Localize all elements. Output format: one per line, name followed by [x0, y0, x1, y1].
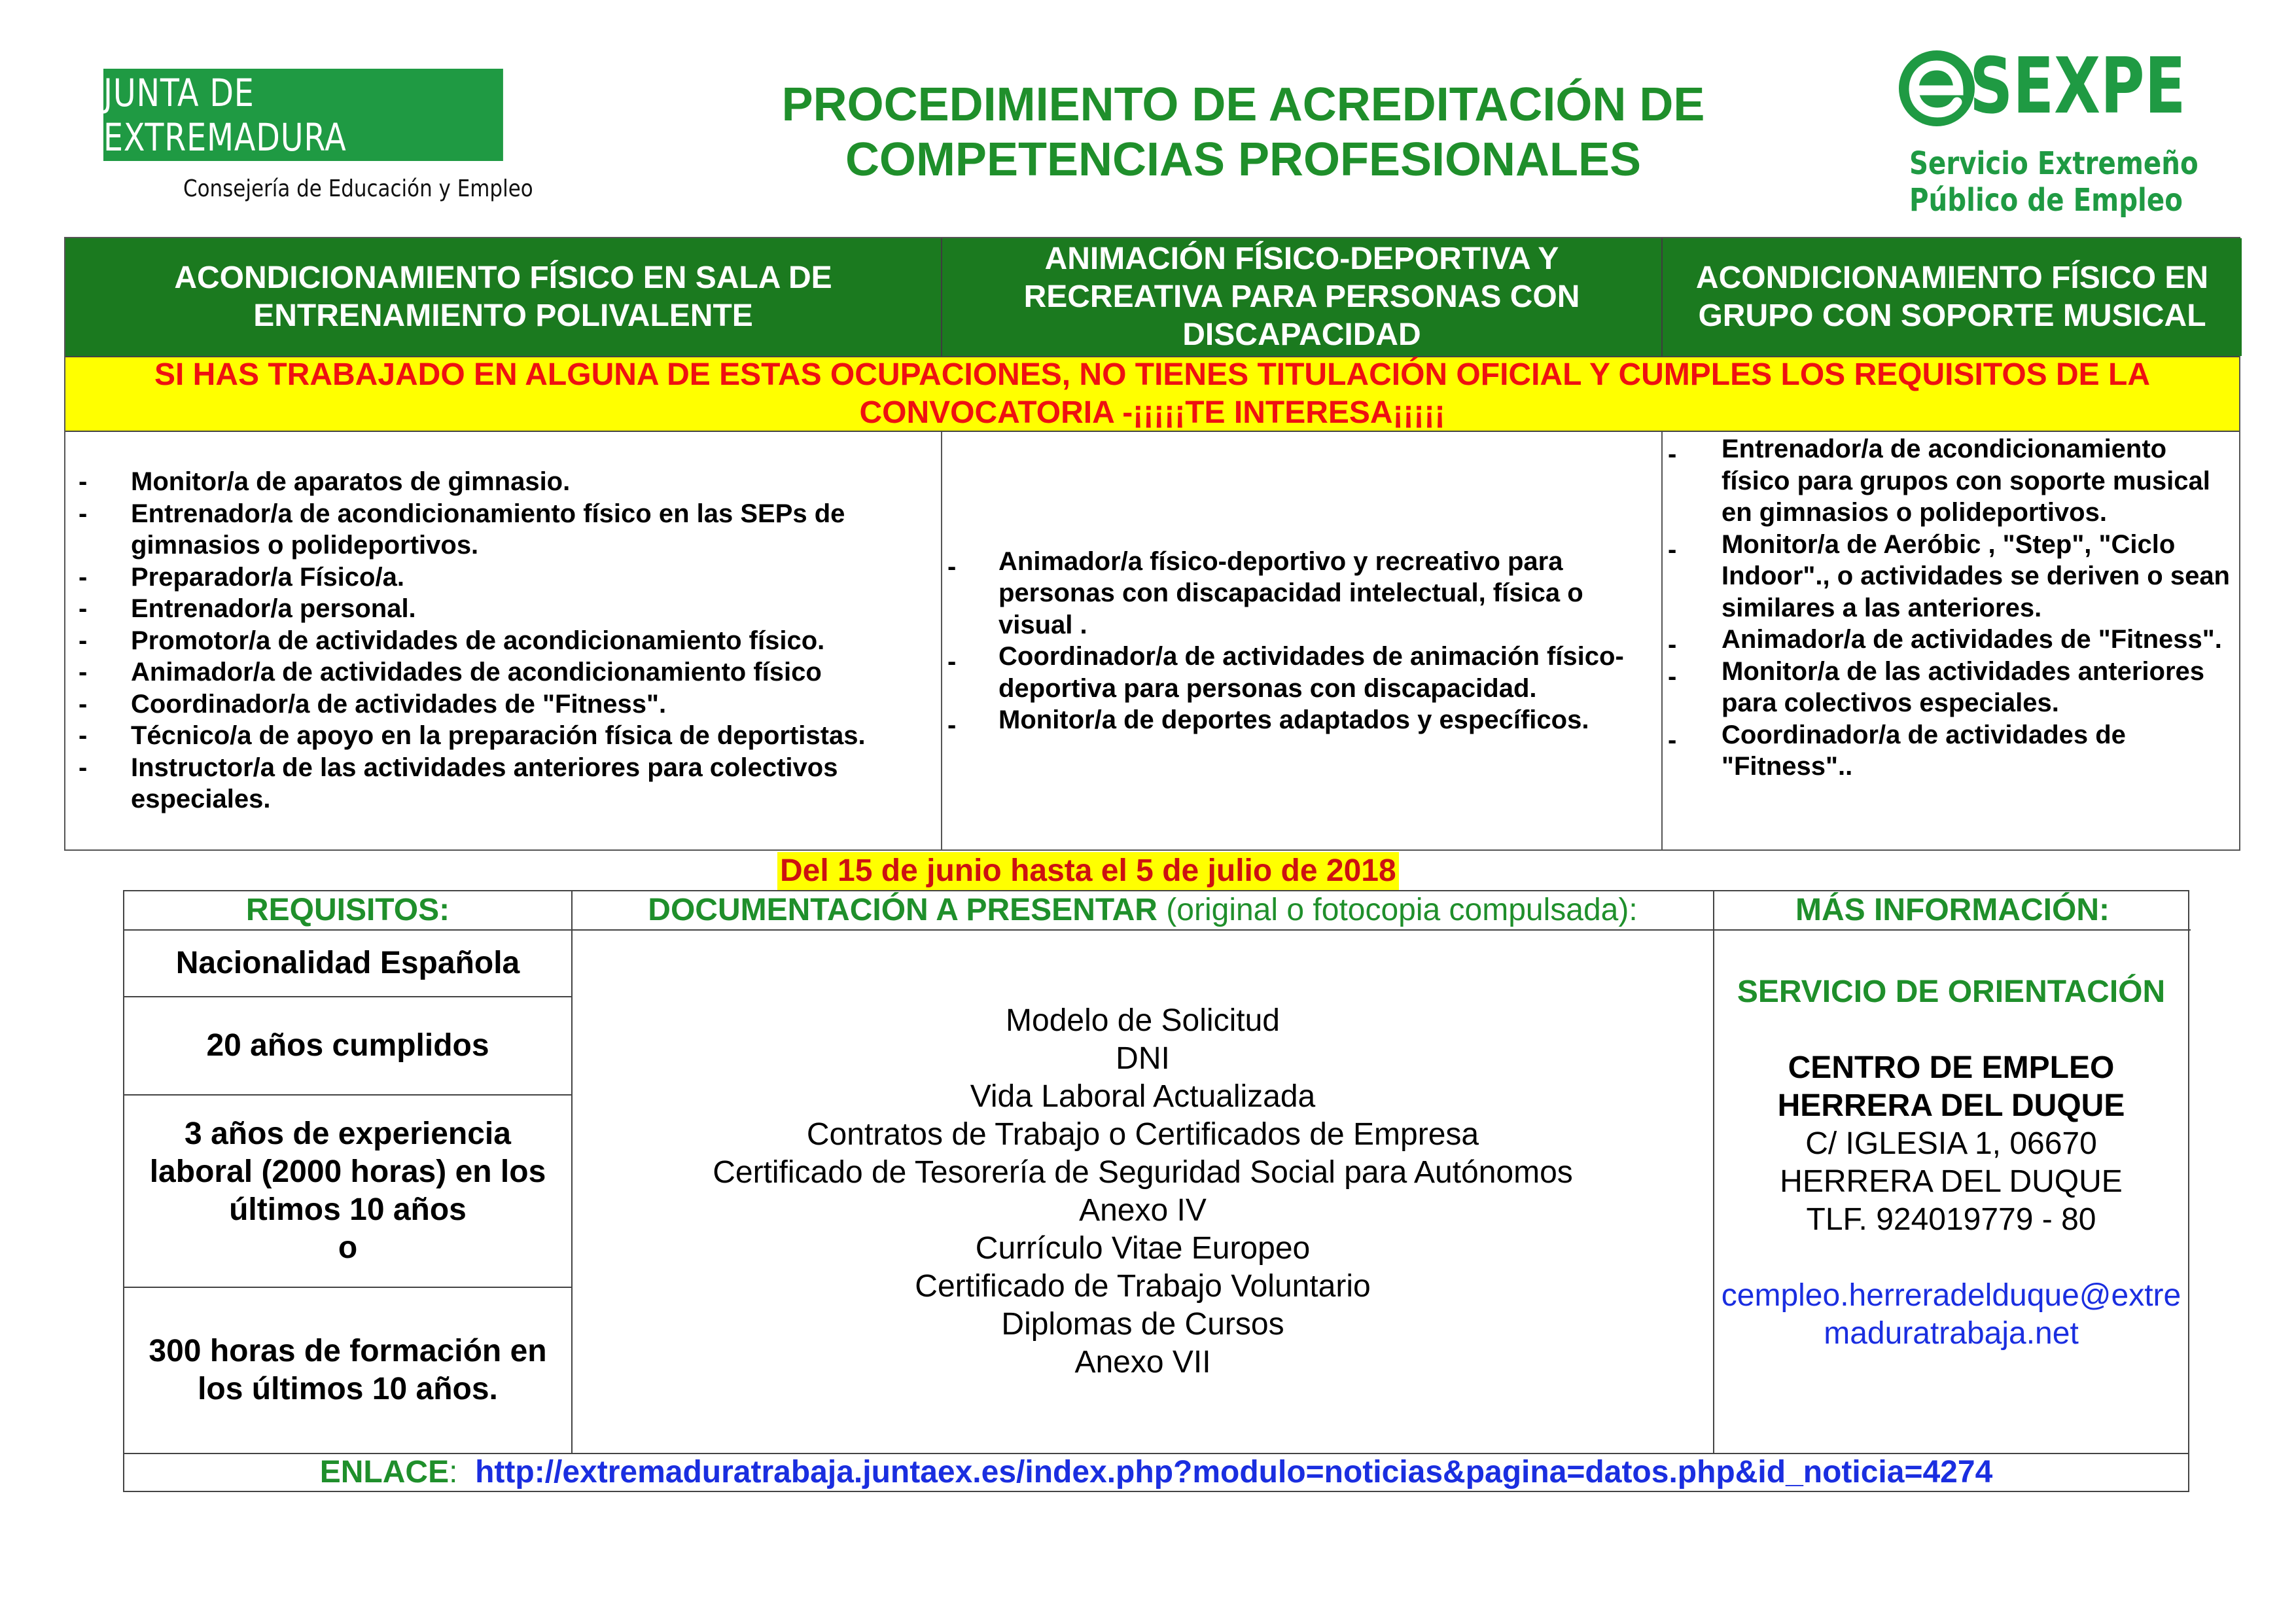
document-item: Contratos de Trabajo o Certificados de Empresa	[806, 1117, 1479, 1152]
employment-center-phone: TLF. 924019779 - 80	[1806, 1202, 2096, 1237]
qualification-heading-3: ACONDICIONAMIENTO FÍSICO EN GRUPO CON SOPORTE MUSICAL	[1663, 238, 2242, 356]
occupations-list-3	[1672, 433, 2233, 783]
document-item: Currículo Vitae Europeo	[975, 1231, 1311, 1266]
qualification-heading-2: ANIMACIÓN FÍSICO-DEPORTIVA Y RECREATIVA PARA PERSONAS CON DISCAPACIDAD	[942, 238, 1663, 356]
employment-center-address: C/ IGLESIA 1, 06670	[1805, 1126, 2097, 1161]
orientation-service: SERVICIO DE ORIENTACIÓN	[1737, 974, 2166, 1009]
documentation-heading-label: DOCUMENTACIÓN A PRESENTAR	[648, 893, 1157, 927]
page-title-line-2: COMPETENCIAS PROFESIONALES	[845, 134, 1642, 186]
occupation-item: - Preparador/a Físico/a.	[75, 562, 932, 594]
employment-center-name: CENTRO DE EMPLEO HERRERA DEL DUQUE	[1777, 1050, 2125, 1123]
occupation-item: - Animador/a físico-deportivo y recreativo para personas con discapacidad intelectual, física o visual .	[951, 546, 1652, 641]
requirement-nationality: Nacionalidad Española	[124, 931, 573, 997]
documentation-list	[573, 931, 1714, 1454]
occupation-item: - Técnico/a de apoyo en la preparación física de deportistas.	[75, 720, 932, 752]
requirement-age: 20 años cumplidos	[124, 997, 573, 1096]
occupations-column-3	[1663, 432, 2242, 849]
application-dates: Del 15 de junio hasta el 5 de julio de 2018	[777, 852, 1399, 890]
occupation-item: - Monitor/a de las actividades anteriores para colectivos especiales.	[1672, 656, 2233, 719]
page-title-line-1: PROCEDIMIENTO DE ACREDITACIÓN DE	[781, 79, 1705, 131]
document-item: Certificado de Tesorería de Seguridad Social para Autónomos	[713, 1155, 1573, 1190]
documentation-heading-note: (original o fotocopia compulsada):	[1166, 893, 1638, 927]
junta-logo-text: JUNTA DE EXTREMADURA	[103, 70, 347, 160]
interest-banner	[65, 356, 2239, 432]
sexpe-e-logo-icon	[1894, 46, 1979, 131]
occupations-table	[64, 237, 2240, 851]
document-item: Anexo VII	[1074, 1345, 1211, 1380]
occupations-column-1	[65, 432, 942, 849]
qualification-heading-1: ACONDICIONAMIENTO FÍSICO EN SALA DE ENTRENAMIENTO POLIVALENTE	[65, 238, 942, 356]
occupation-item: - Entrenador/a personal.	[75, 593, 932, 625]
requirement-training: 300 horas de formación en los últimos 10 años.	[124, 1288, 573, 1454]
sexpe-logo-text: SEXPE	[1969, 41, 2186, 131]
occupation-item: - Entrenador/a de acondicionamiento físico para grupos con soporte musical en gimnasios o polideportivos.	[1672, 433, 2233, 529]
junta-de-extremadura-logo	[103, 69, 503, 161]
occupation-item: - Promotor/a de actividades de acondicionamiento físico.	[75, 625, 932, 657]
requirement-or: o	[338, 1230, 358, 1265]
interest-banner-line-2: CONVOCATORIA -¡¡¡¡¡TE INTERESA¡¡¡¡¡	[859, 395, 1445, 430]
employment-center-email-link[interactable]: cempleo.herreradelduque@extremaduratrabaja.net	[1721, 1278, 2181, 1351]
documentation-heading	[573, 891, 1714, 931]
occupation-item: - Coordinador/a de actividades de animación físico-deportiva para personas con discapacidad.	[951, 641, 1652, 704]
page-title	[687, 77, 1799, 187]
occupation-item: - Coordinador/a de actividades de "Fitness"..	[1672, 719, 2233, 783]
junta-subtitle: Consejería de Educación y Empleo	[183, 175, 533, 202]
link-label: ENLACE	[319, 1455, 450, 1489]
document-item: Vida Laboral Actualizada	[970, 1079, 1316, 1114]
occupation-item: - Monitor/a de Aeróbic , "Step", "Ciclo Indoor"., o actividades se deriven o sean similares a las anteriores.	[1672, 529, 2233, 624]
news-link[interactable]: http://extremaduratrabaja.juntaex.es/index.php?modulo=noticias&pagina=datos.php&id_noticia=4274	[475, 1455, 1993, 1489]
sexpe-tagline-1: Servicio Extremeño	[1909, 145, 2199, 182]
occupation-item: - Instructor/a de las actividades anteriores para colectivos especiales.	[75, 752, 932, 815]
document-item: Modelo de Solicitud	[1006, 1003, 1280, 1038]
link-colon: :	[449, 1455, 458, 1489]
occupations-column-2	[942, 432, 1663, 849]
requirements-table	[123, 890, 2189, 1492]
occupations-list-2	[951, 546, 1652, 736]
requirements-heading: REQUISITOS:	[124, 891, 573, 931]
more-info-heading: MÁS INFORMACIÓN:	[1714, 891, 2191, 931]
occupation-item: - Coordinador/a de actividades de "Fitness".	[75, 688, 932, 721]
requirement-experience-text: 3 años de experiencia laboral (2000 horas) en los últimos 10 años	[149, 1116, 546, 1227]
occupation-item: - Monitor/a de deportes adaptados y específicos.	[951, 704, 1652, 736]
more-info-cell	[1714, 931, 2188, 1454]
sexpe-tagline-2: Público de Empleo	[1909, 182, 2183, 219]
interest-banner-line-1: SI HAS TRABAJADO EN ALGUNA DE ESTAS OCUPACIONES, NO TIENES TITULACIÓN OFICIAL Y CUMPLES LOS REQUISITOS DE LA	[154, 357, 2151, 392]
occupation-item: - Animador/a de actividades de acondicionamiento físico	[75, 656, 932, 688]
occupation-item: - Monitor/a de aparatos de gimnasio.	[75, 466, 932, 498]
document-item: Certificado de Trabajo Voluntario	[915, 1269, 1371, 1304]
requirement-experience	[124, 1096, 573, 1288]
occupations-list-1	[75, 466, 932, 815]
employment-center-city: HERRERA DEL DUQUE	[1780, 1164, 2123, 1199]
occupation-item: - Animador/a de actividades de "Fitness".	[1672, 624, 2233, 656]
link-row	[124, 1454, 2188, 1491]
document-item: DNI	[1116, 1041, 1170, 1076]
document-item: Anexo IV	[1079, 1193, 1207, 1228]
occupation-item: - Entrenador/a de acondicionamiento físico en las SEPs de gimnasios o polideportivos.	[75, 498, 932, 562]
document-item: Diplomas de Cursos	[1001, 1307, 1284, 1342]
